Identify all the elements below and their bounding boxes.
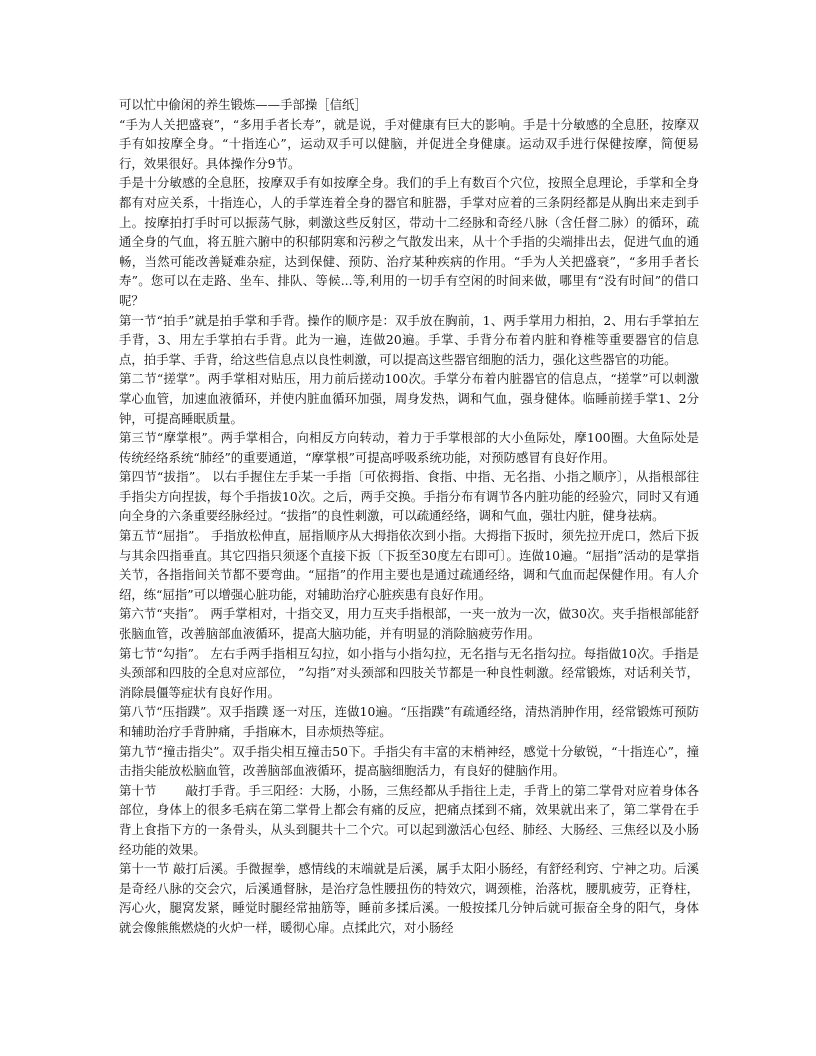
section-4-paragraph: 第四节“拔指”。 以右手握住左手某一手指〔可依拇指、食指、中指、无名指、小指之顺序〕，从指根部往手指尖方向捏拔，每个手指拔10次。之后，两手交换。手指分布有调节各内脏功能的经验穴，同时又有通向全身的六条重要经脉经过。“拔指”的良性刺激，可以疏通经络，调和气血，强壮内脏，健身祛病。 xyxy=(119,469,699,524)
section-3-paragraph: 第三节“摩掌根”。两手掌相合，向相反方向转动，着力于手掌根部的大小鱼际处，摩100圈。大鱼际处是传统经络系统“肺经”的重要通道，“摩掌根”可提高呼吸系统功能，对预防感冒有良好作用。 xyxy=(119,430,699,465)
section-11-paragraph: 第十一节 敲打后溪。手微握拳，感情线的末端就是后溪，属手太阳小肠经，有舒经利窍、宁神之功。后溪是奇经八脉的交会穴，后溪通督脉，是治疗急性腰扭伤的特效穴，调颈椎，治落枕，腰肌疲劳，正脊柱，泻心火，腿窝发紧，睡觉时腿经常抽筋等，睡前多揉后溪。一般按揉几分钟后就可振奋全身的阳气，身体就会像熊熊燃烧的火炉一样，暖彻心扉。点揉此穴，对小肠经 xyxy=(119,861,699,935)
section-1-paragraph: 第一节“拍手”就是拍手掌和手背。操作的顺序是：双手放在胸前，1、两手掌用力相拍，2、用右手掌拍左手背，3、用左手掌拍右手背。此为一遍，连做20遍。手掌、手背分布着内脏和脊椎等重要器官的信息点，拍手掌、手背，给这些信息点以良性刺激，可以提高这些器官细胞的活力，强化这些器官的功能。 xyxy=(119,312,699,367)
document-title: 可以忙中偷闲的养生锻炼——手部操［信纸］ xyxy=(119,97,367,112)
intro-paragraph: “手为人关把盛衰”，“多用手者长寿”，就是说，手对健康有巨大的影响。手是十分敏感的全息胚，按摩双手有如按摩全身。“十指连心”，运动双手可以健脑，并促进全身健康。运动双手进行保健按摩，简便易行，效果很好。具体操作分9节。 xyxy=(119,116,699,171)
body-paragraph: 手是十分敏感的全息胚，按摩双手有如按摩全身。我们的手上有数百个穴位，按照全息理论，手掌和全身都有对应关系，十指连心，人的手掌连着全身的器官和脏器，手掌对应着的三条阴经都是从胸出来走到手上。按摩拍打手时可以振荡气脉，刺激这些反射区，带动十二经脉和奇经八脉（含任督二脉）的循环，疏通全身的气血，将五脏六腑中的积郁阴寒和污秽之气散发出来，从十个手指的尖端排出去，促进气血的通畅，当然可能改善疑难杂症，达到保健、预防、治疗某种疾病的作用。“手为人关把盛衰”，“多用手者长寿”。您可以在走路、坐车、排队、等候...等,利用的一切手有空闲的时间来做，哪里有“没有时间”的借口呢？ xyxy=(119,175,699,308)
section-9-paragraph: 第九节“撞击指尖”。双手指尖相互撞击50下。手指尖有丰富的末梢神经，感觉十分敏锐，“十指连心”，撞击指尖能放松脑血管，改善脑部血液循环，提高脑细胞活力，有良好的健脑作用。 xyxy=(119,743,699,779)
section-5-paragraph: 第五节“屈指”。 手指放松伸直，屈指顺序从大拇指依次到小指。大拇指下扳时，须先拉开虎口，然后下扳与其余四指垂直。其它四指只须逐个直接下扳〔下扳至30度左右即可〕。连做10遍。“屈指”活动的是掌指关节，各指指间关节都不要弯曲。“屈指”的作用主要也是通过疏通经络，调和气血而起保健作用。有人介绍，练“屈指”可以增强心脏功能，对辅助治疗心脏疾患有良好作用。 xyxy=(119,528,699,602)
section-6-paragraph: 第六节“夹指”。 两手掌相对，十指交叉，用力互夹手指根部，一夹一放为一次，做30次。夹手指根部能舒张脑血管，改善脑部血液循环，提高大脑功能，并有明显的消除脑疲劳作用。 xyxy=(119,606,699,642)
section-2-paragraph: 第二节“搓掌”。两手掌相对贴压，用力前后搓动100次。手掌分布着内脏器官的信息点，“搓掌”可以刺激掌心血管，加速血液循环，并使内脏血循环加强，周身发热，调和气血，强身健体。临睡前搓手掌1、2分钟，可提高睡眠质量。 xyxy=(119,371,699,426)
section-10-paragraph: 第十节 敲打手背。手三阳经：大肠，小肠，三焦经都从手指往上走，手背上的第二掌骨对应着身体各部位，身体上的很多毛病在第二掌骨上都会有痛的反应，把痛点揉到不痛，效果就出来了，第二掌骨在手背上食指下方的一条骨头，从头到腿共十二个穴。可以起到激活心包经、肺经、大肠经、三焦经以及小肠经功能的效果。 xyxy=(119,782,699,857)
document-page xyxy=(119,95,699,938)
section-7-paragraph: 第七节“勾指”。 左右手两手指相互勾拉，如小指与小指勾拉，无名指与无名指勾拉。每指做10次。手指是头颈部和四肢的全息对应部位， ”勾指”对头颈部和四肢关节都是一种良性刺激。经常锻炼，对话利关节，消除晨僵等症状有良好作用。 xyxy=(119,645,699,700)
section-8-paragraph: 第八节“压指蹼”。双手指蹼 逐一对压，连做10遍。“压指蹼”有疏通经络，清热消肿作用，经常锻炼可预防和辅助治疗手背肿痛，手指麻木，目赤烦热等症。 xyxy=(119,704,699,739)
